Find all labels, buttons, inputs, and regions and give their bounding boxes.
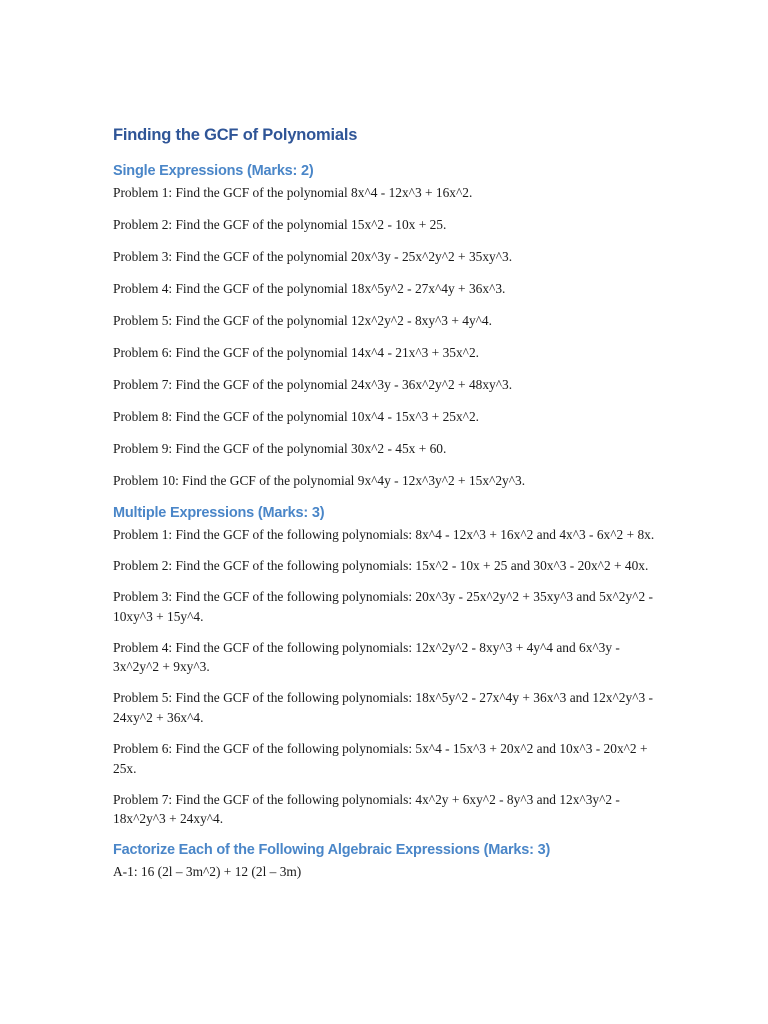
problem-item: Problem 6: Find the GCF of the following polynomials: 5x^4 - 15x^3 + 20x^2 and 10x^3 - 20x^2 + 25x.: [113, 741, 648, 776]
problem-item: Problem 4: Find the GCF of the polynomial 18x^5y^2 - 27x^4y + 36x^3.: [113, 280, 506, 296]
section-single-expressions: [113, 161, 658, 490]
problem-item: Problem 2: Find the GCF of the polynomial 15x^2 - 10x + 25.: [113, 216, 447, 232]
problem-item: Problem 5: Find the GCF of the following polynomials: 18x^5y^2 - 27x^4y + 36x^3 and 12x^2y^3 - 24xy^2 + 36x^4.: [113, 690, 653, 725]
section-heading: Single Expressions (Marks: 2): [113, 163, 314, 179]
document-page: [113, 124, 658, 894]
section-multiple-expressions: [113, 503, 658, 829]
problem-item: Problem 6: Find the GCF of the polynomial 14x^4 - 21x^3 + 35x^2.: [113, 344, 479, 360]
document-title: Finding the GCF of Polynomials: [113, 126, 358, 144]
problem-item: Problem 3: Find the GCF of the following polynomials: 20x^3y - 25x^2y^2 + 35xy^3 and 5x^2y^2 - 10xy^3 + 15y^4.: [113, 589, 653, 624]
problem-item: Problem 1: Find the GCF of the polynomial 8x^4 - 12x^3 + 16x^2.: [113, 185, 473, 200]
section-heading: Factorize Each of the Following Algebraic Expressions (Marks: 3): [113, 842, 551, 859]
problem-item: Problem 10: Find the GCF of the polynomial 9x^4y - 12x^3y^2 + 15x^2y^3.: [113, 472, 526, 488]
problem-item: Problem 5: Find the GCF of the polynomial 12x^2y^2 - 8xy^3 + 4y^4.: [113, 312, 492, 328]
problem-item: Problem 8: Find the GCF of the polynomial 10x^4 - 15x^3 + 25x^2.: [113, 408, 479, 424]
problem-item: Problem 1: Find the GCF of the following polynomials: 8x^4 - 12x^3 + 16x^2 and 4x^3 - 6x^2 + 8x.: [113, 526, 655, 542]
problem-item: Problem 4: Find the GCF of the following polynomials: 12x^2y^2 - 8xy^3 + 4y^4 and 6x^3y - 3x^2y^2 + 9xy^3.: [113, 639, 620, 675]
problem-item: Problem 7: Find the GCF of the following polynomials: 4x^2y + 6xy^2 - 8y^3 and 12x^3y^2 - 18x^2y^3 + 24xy^4.: [113, 791, 620, 827]
problem-item: Problem 7: Find the GCF of the polynomial 24x^3y - 36x^2y^2 + 48xy^3.: [113, 376, 513, 392]
section-heading: Multiple Expressions (Marks: 3): [113, 504, 325, 521]
problem-item: Problem 9: Find the GCF of the polynomial 30x^2 - 45x + 60.: [113, 440, 447, 456]
problem-item: Problem 2: Find the GCF of the following polynomials: 15x^2 - 10x + 25 and 30x^3 - 20x^2 + 40x.: [113, 557, 649, 573]
section-factorize: [113, 840, 658, 882]
problem-item: A-1: 16 (2l – 3m^2) + 12 (2l – 3m): [113, 864, 302, 880]
problem-item: Problem 3: Find the GCF of the polynomial 20x^3y - 25x^2y^2 + 35xy^3.: [113, 248, 513, 264]
